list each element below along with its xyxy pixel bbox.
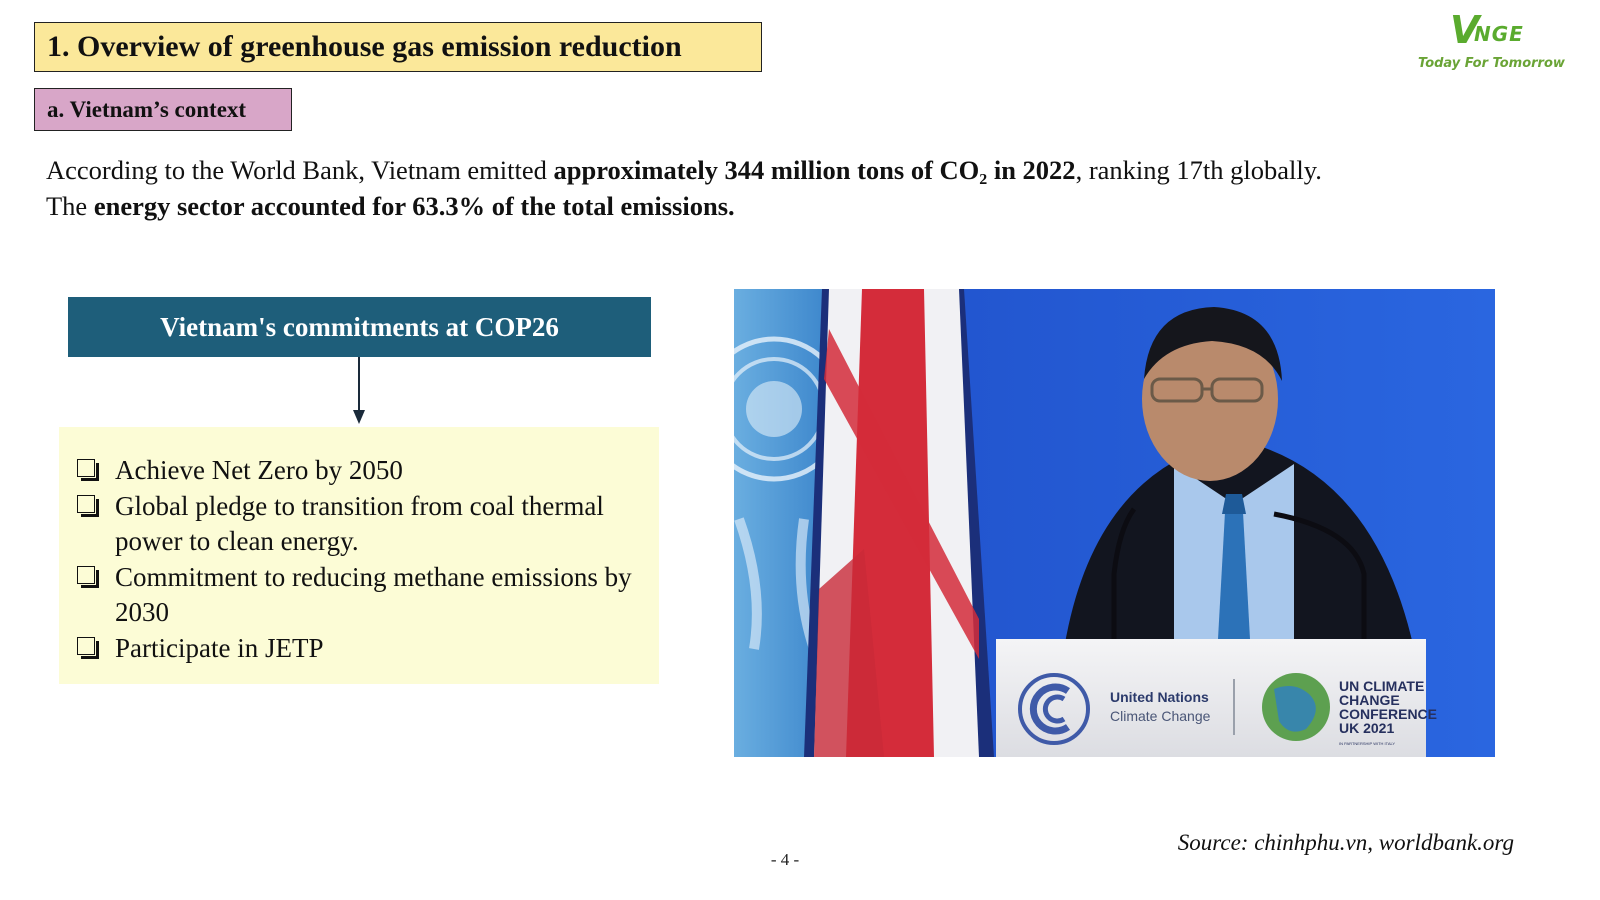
intro-bold-2: energy sector accounted for 63.3% of the total emissions.	[93, 191, 735, 221]
commitment-text: Achieve Net Zero by 2050	[115, 455, 403, 485]
commitment-item	[77, 489, 655, 560]
commitment-text: Commitment to reducing methane emissions by 2030	[115, 561, 632, 627]
checkbox-icon	[77, 459, 95, 477]
down-arrow-icon	[353, 410, 365, 424]
section-title	[34, 22, 762, 72]
podium-text-un: United Nations	[1110, 689, 1209, 705]
checkbox-icon	[77, 566, 95, 584]
podium	[996, 639, 1437, 757]
commitment-text: Global pledge to transition from coal thermal power to clean energy.	[115, 490, 604, 556]
section-title-text: 1. Overview of greenhouse gas emission reduction	[47, 30, 682, 63]
vnge-logo	[1412, 8, 1565, 78]
intro-text-3: The	[46, 191, 94, 221]
commitments-heading	[68, 297, 651, 357]
intro-bold-1: approximately 344 million tons of CO₂ in 2022	[553, 155, 1076, 185]
subsection-title	[34, 88, 292, 131]
intro-paragraph	[46, 152, 1506, 224]
source-citation: Source: chinhphu.vn, worldbank.org	[1177, 830, 1514, 855]
cop26-photo-illustration	[734, 289, 1495, 757]
podium-text-climate: Climate Change	[1110, 708, 1211, 724]
commitment-item	[77, 560, 655, 631]
checkbox-icon	[77, 637, 95, 655]
cop-text-3: CONFERENCE	[1339, 706, 1438, 722]
commitment-item	[77, 631, 655, 667]
uk-flag	[804, 289, 994, 757]
commitment-item	[77, 453, 655, 489]
page-number: - 4 -	[770, 850, 800, 869]
cop-text-1: UN CLIMATE	[1339, 678, 1425, 694]
cop-text-2: CHANGE	[1339, 692, 1400, 708]
intro-text-2: , ranking 17th globally.	[1075, 155, 1322, 185]
logo-tagline: Today For Tomorrow	[1418, 56, 1565, 71]
down-arrow-line	[358, 357, 360, 413]
commitment-text: Participate in JETP	[115, 632, 324, 663]
intro-text-1: According to the World Bank, Vietnam emitted	[46, 155, 554, 185]
commitments-box	[59, 427, 659, 684]
logo-nge: NGE	[1474, 22, 1524, 46]
cop-text-4: UK 2021	[1339, 720, 1395, 736]
commitments-list	[77, 453, 655, 666]
commitments-heading-text: Vietnam's commitments at COP26	[160, 311, 559, 342]
logo-v: V	[1450, 8, 1480, 52]
subsection-title-text: a. Vietnam’s context	[47, 96, 247, 122]
cop26-speech-photo	[734, 289, 1495, 757]
checkbox-icon	[77, 495, 95, 513]
cop-text-5: IN PARTNERSHIP WITH ITALY	[1339, 741, 1396, 746]
